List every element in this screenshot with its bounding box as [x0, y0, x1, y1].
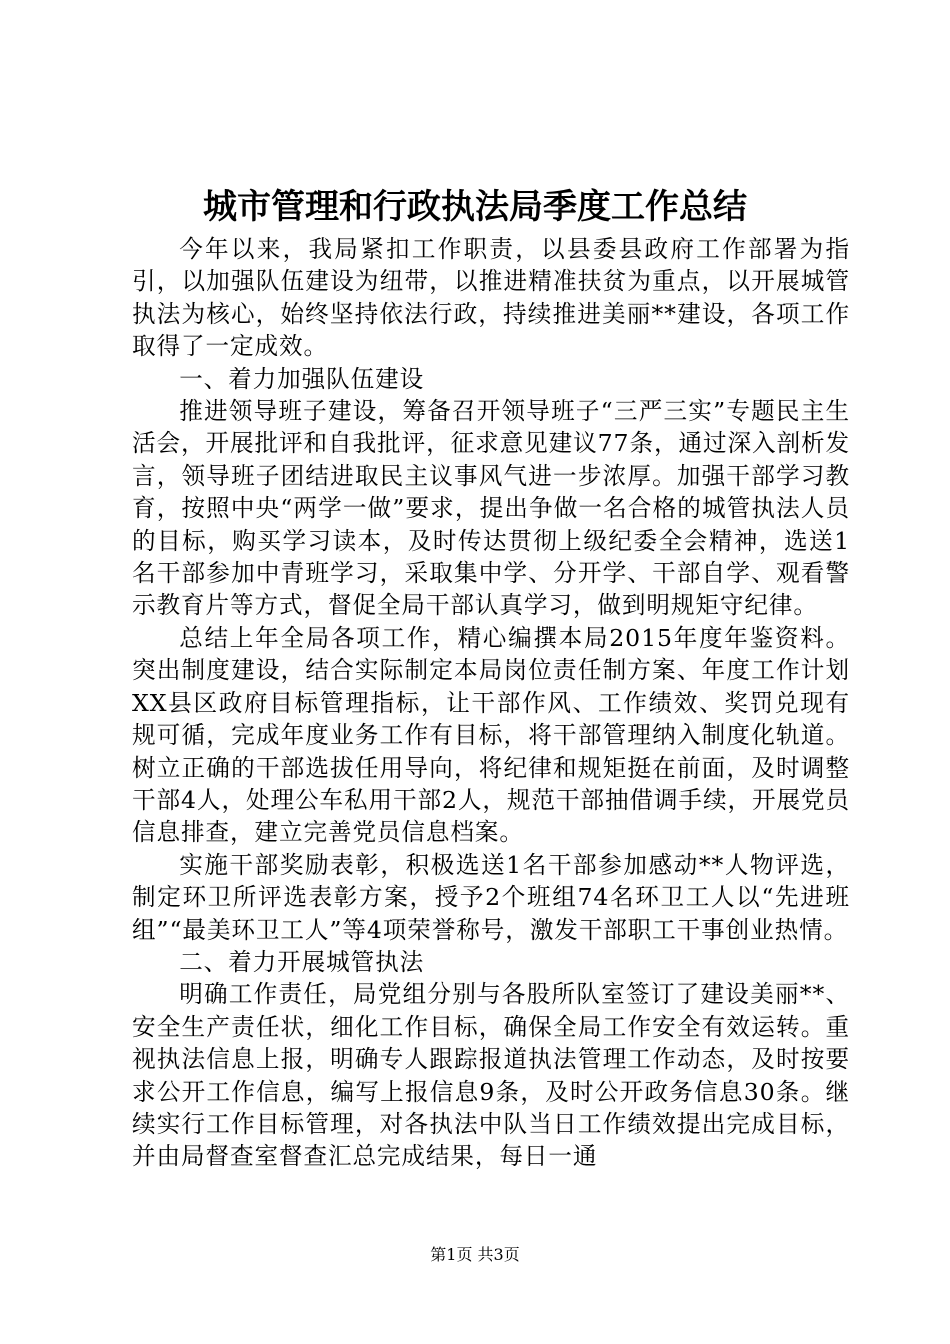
document-title: 城市管理和行政执法局季度工作总结	[203, 187, 747, 227]
section-heading-1: 一、着力加强队伍建设	[179, 364, 425, 393]
body-paragraph: 推进领导班子建设，筹备召开领导班子“三严三实”专题民主生活会，开展批评和自我批评，征求意见建议77条，通过深入剖析发言，领导班子团结进取民主议事风气进一步浓厚。加强干部学习教育，按照中央“两学一做”要求，提出争做一名合格的城管执法人员的目标，购买学习读本，及时传达贯彻上级纪委全会精神，选送1名干部参加中青班学习，采取集中学、分开学、干部自学、观看警示教育片等方式，督促全局干部认真学习，做到明规矩守纪律。	[132, 397, 850, 620]
intro-paragraph: 今年以来，我局紧扣工作职责，以县委县政府工作部署为指引，以加强队伍建设为纽带，以推进精准扶贫为重点，以开展城管执法为核心，始终坚持依法行政，持续推进美丽**建设，各项工作取得了一定成效。	[132, 235, 850, 361]
body-paragraph: 明确工作责任，局党组分别与各股所队室签订了建设美丽**、安全生产责任状，细化工作目标，确保全局工作安全有效运转。重视执法信息上报，明确专人跟踪报道执法管理工作动态，及时按要求公开工作信息，编写上报信息9条，及时公开政务信息30条。继续实行工作目标管理，对各执法中队当日工作绩效提出完成目标，并由局督查室督查汇总完成结果，每日一通	[132, 980, 850, 1171]
section-heading-2: 二、着力开展城管执法	[179, 947, 425, 976]
body-paragraph: 总结上年全局各项工作，精心编撰本局2015年度年鉴资料。突出制度建设，结合实际制定本局岗位责任制方案、年度工作计划XX县区政府目标管理指标，让干部作风、工作绩效、奖罚兑现有规可循，完成年度业务工作有目标，将干部管理纳入制度化轨道。树立正确的干部选拔任用导向，将纪律和规矩挺在前面，及时调整干部4人，处理公车私用干部2人，规范干部抽借调手续，开展党员信息排查，建立完善党员信息档案。	[132, 623, 850, 847]
body-paragraph: 实施干部奖励表彰，积极选送1名干部参加感动**人物评选，制定环卫所评选表彰方案，授予2个班组74名环卫工人以“先进班组”“最美环卫工人”等4项荣誉称号，激发干部职工干事创业热情。	[132, 850, 850, 944]
page-number-footer: 第1页 共3页	[430, 1245, 520, 1264]
document-body	[132, 233, 850, 1173]
